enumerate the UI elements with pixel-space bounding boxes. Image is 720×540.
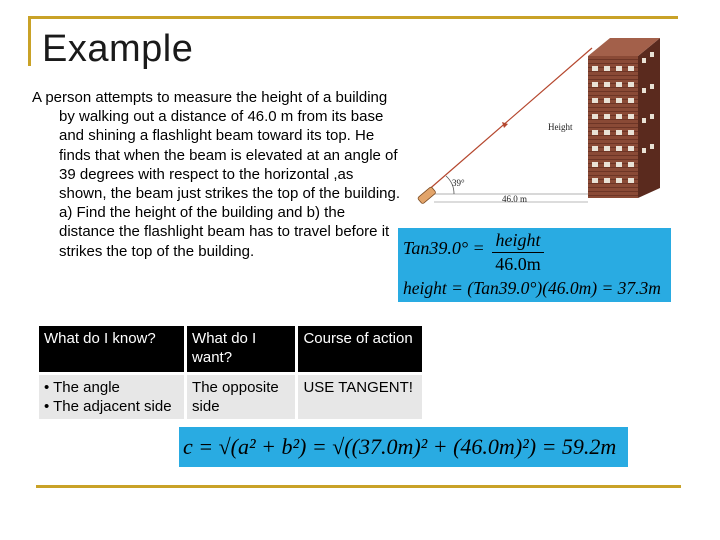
tangent-equation-box [398,228,671,302]
cell-know: • The angle • The adjacent side [39,375,184,419]
angle-label: 39° [452,178,465,188]
height-solution: height = (Tan39.0°)(46.0m) = 37.3m [403,278,661,298]
tangent-fraction [492,230,544,275]
know-want-action-table [36,323,425,422]
building-figure [398,28,680,220]
building-side-face [638,38,660,198]
table-row [39,375,422,419]
distance-label: 46.0 m [502,194,528,204]
cell-want: The opposite side [187,375,295,419]
cell-action: USE TANGENT! [298,375,422,419]
header-want: What do I want? [187,326,295,372]
fraction-denominator: 46.0m [495,254,541,274]
slide-title: Example [42,28,194,70]
height-label: Height [548,122,573,132]
tangent-lhs: Tan39.0° = [403,238,485,258]
fraction-numerator: height [492,230,544,253]
flashlight-beam [426,48,592,192]
frame-top-rule [28,16,678,19]
problem-statement: A person attempts to measure the height of a building by walking out a distance of 46.0 m from its base and shining a flashlight beam toward its top. He finds that when the beam is elevated at an angle of 39 degrees with respect to the horizontal ,as shown, the beam just strikes the top of the building. a) Find the height of the building and b) the distance the flashlight beam has to travel before it strikes the top of the building. [32,89,401,260]
frame-bottom-rule [36,485,681,488]
table-header-row [39,326,422,372]
header-action: Course of action [298,326,422,372]
building-front-face [588,56,638,198]
building-illustration [398,28,680,220]
frame-left-rule [28,16,31,66]
flashlight [417,187,436,205]
pythagorean-equation-box: c = √(a² + b²) = √((37.0m)² + (46.0m)²) = 59.2m [179,427,628,467]
header-know: What do I know? [39,326,184,372]
